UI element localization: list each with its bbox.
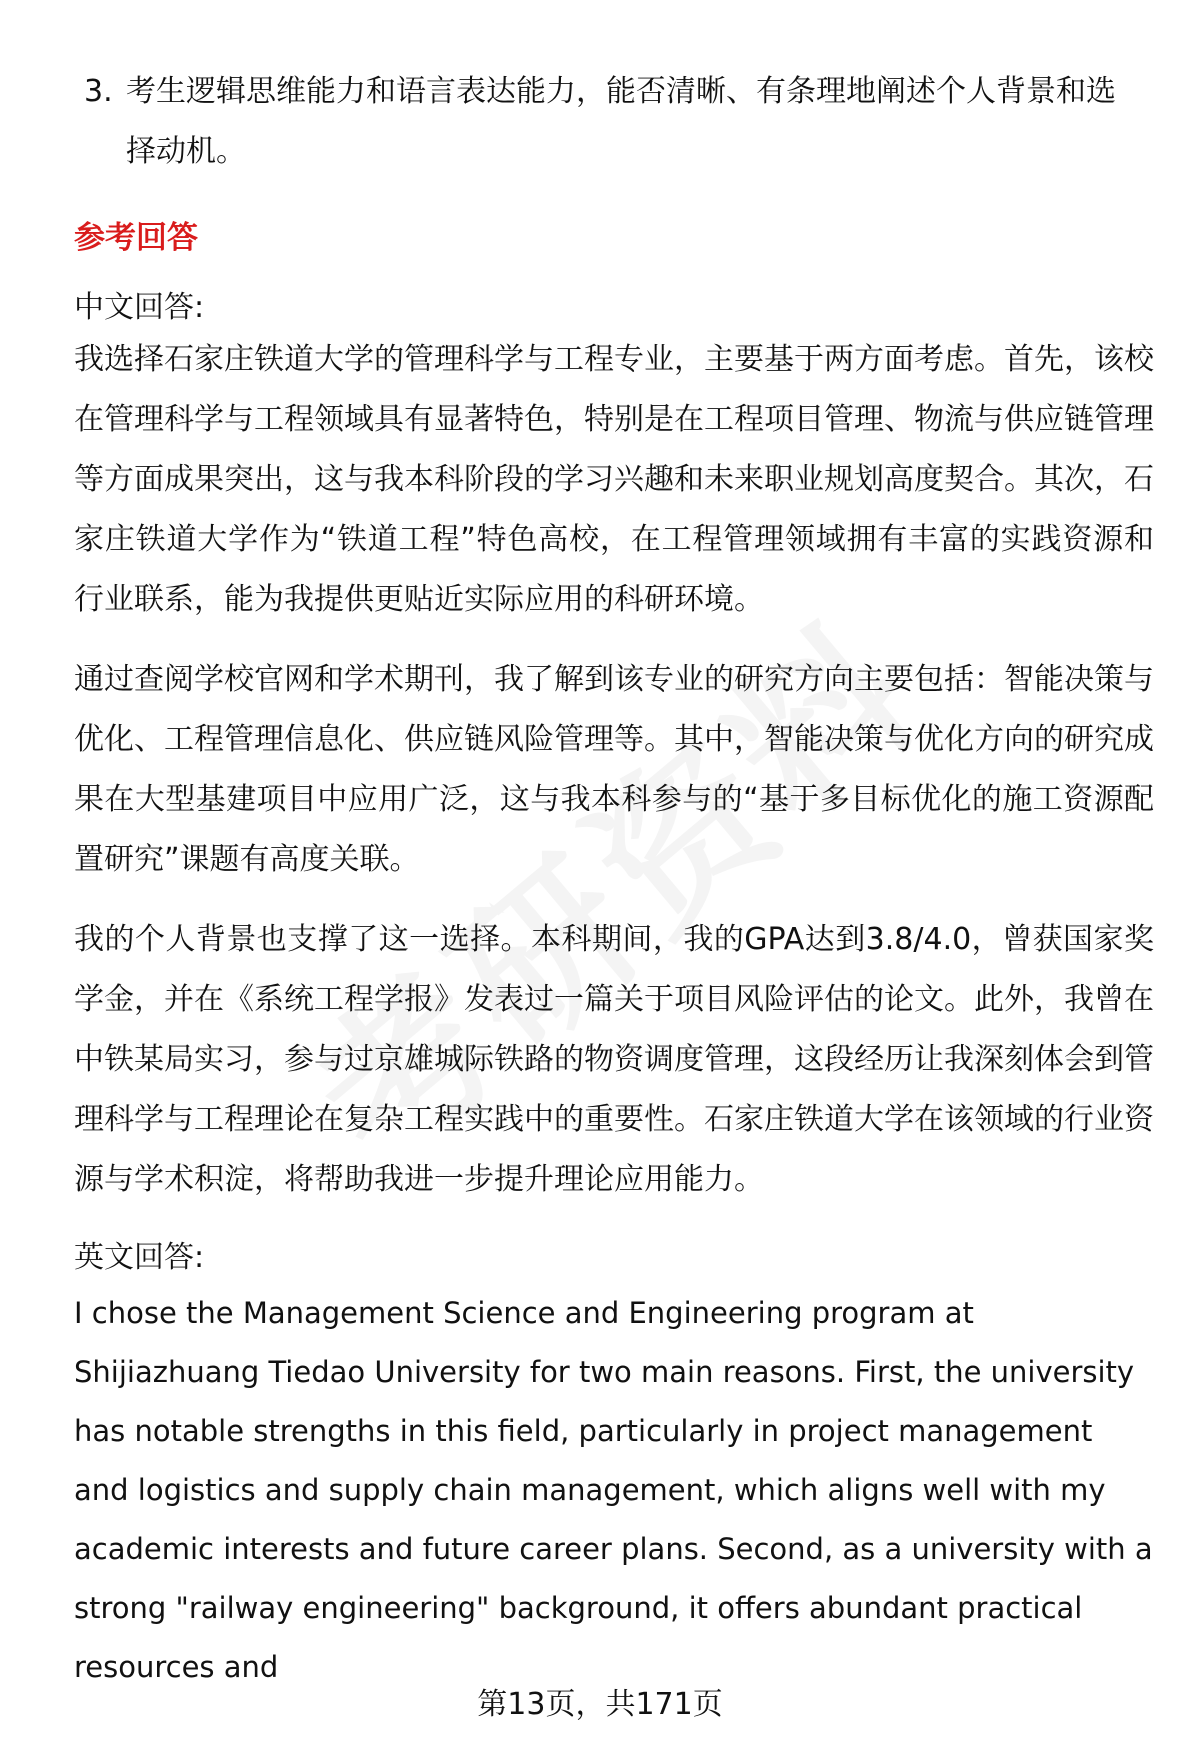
english-answer-heading: 英文回答: <box>74 1240 205 1275</box>
section-title: 参考回答 <box>74 220 198 256</box>
list-item <box>84 62 1154 182</box>
chinese-paragraph-1: 我选择石家庄铁道大学的管理科学与工程专业，主要基于两方面考虑。首先，该校在管理科学与工程领域具有显著特色，特别是在工程项目管理、物流与供应链管理等方面成果突出，这与我本科阶段的学习兴趣和未来职业规划高度契合。其次，石家庄铁道大学作为“铁道工程”特色高校，在工程管理领域拥有丰富的实践资源和行业联系，能为我提供更贴近实际应用的科研环境。 <box>74 342 1154 617</box>
list-number: 3. <box>84 74 113 109</box>
chinese-paragraph-2: 通过查阅学校官网和学术期刊，我了解到该专业的研究方向主要包括：智能决策与优化、工程管理信息化、供应链风险管理等。其中，智能决策与优化方向的研究成果在大型基建项目中应用广泛，这与我本科参与的“基于多目标优化的施工资源配置研究”课题有高度关联。 <box>74 662 1154 877</box>
page-footer: 第13页，共171页 <box>477 1687 723 1722</box>
chinese-paragraph-3: 我的个人背景也支撑了这一选择。本科期间，我的GPA达到3.8/4.0，曾获国家奖学金，并在《系统工程学报》发表过一篇关于项目风险评估的论文。此外，我曾在中铁某局实习，参与过京雄城际铁路的物资调度管理，这段经历让我深刻体会到管理科学与工程理论在复杂工程实践中的重要性。石家庄铁道大学在该领域的行业资源与学术积淀，将帮助我进一步提升理论应用能力。 <box>74 922 1154 1197</box>
english-paragraph: I chose the Management Science and Engineering program at Shijiazhuang Tiedao University for two main reasons. First, the university has notable strengths in this field, particularly in project management and logistics and supply chain management, which aligns well with my academic interests and future career plans. Second, as a university with a strong "railway engineering" background, it offers abundant practical resources and <box>74 1296 1153 1684</box>
page-content <box>74 62 1154 1697</box>
chinese-answer-heading: 中文回答: <box>74 290 205 325</box>
list-text: 考生逻辑思维能力和语言表达能力，能否清晰、有条理地阐述个人背景和选择动机。 <box>126 74 1116 169</box>
